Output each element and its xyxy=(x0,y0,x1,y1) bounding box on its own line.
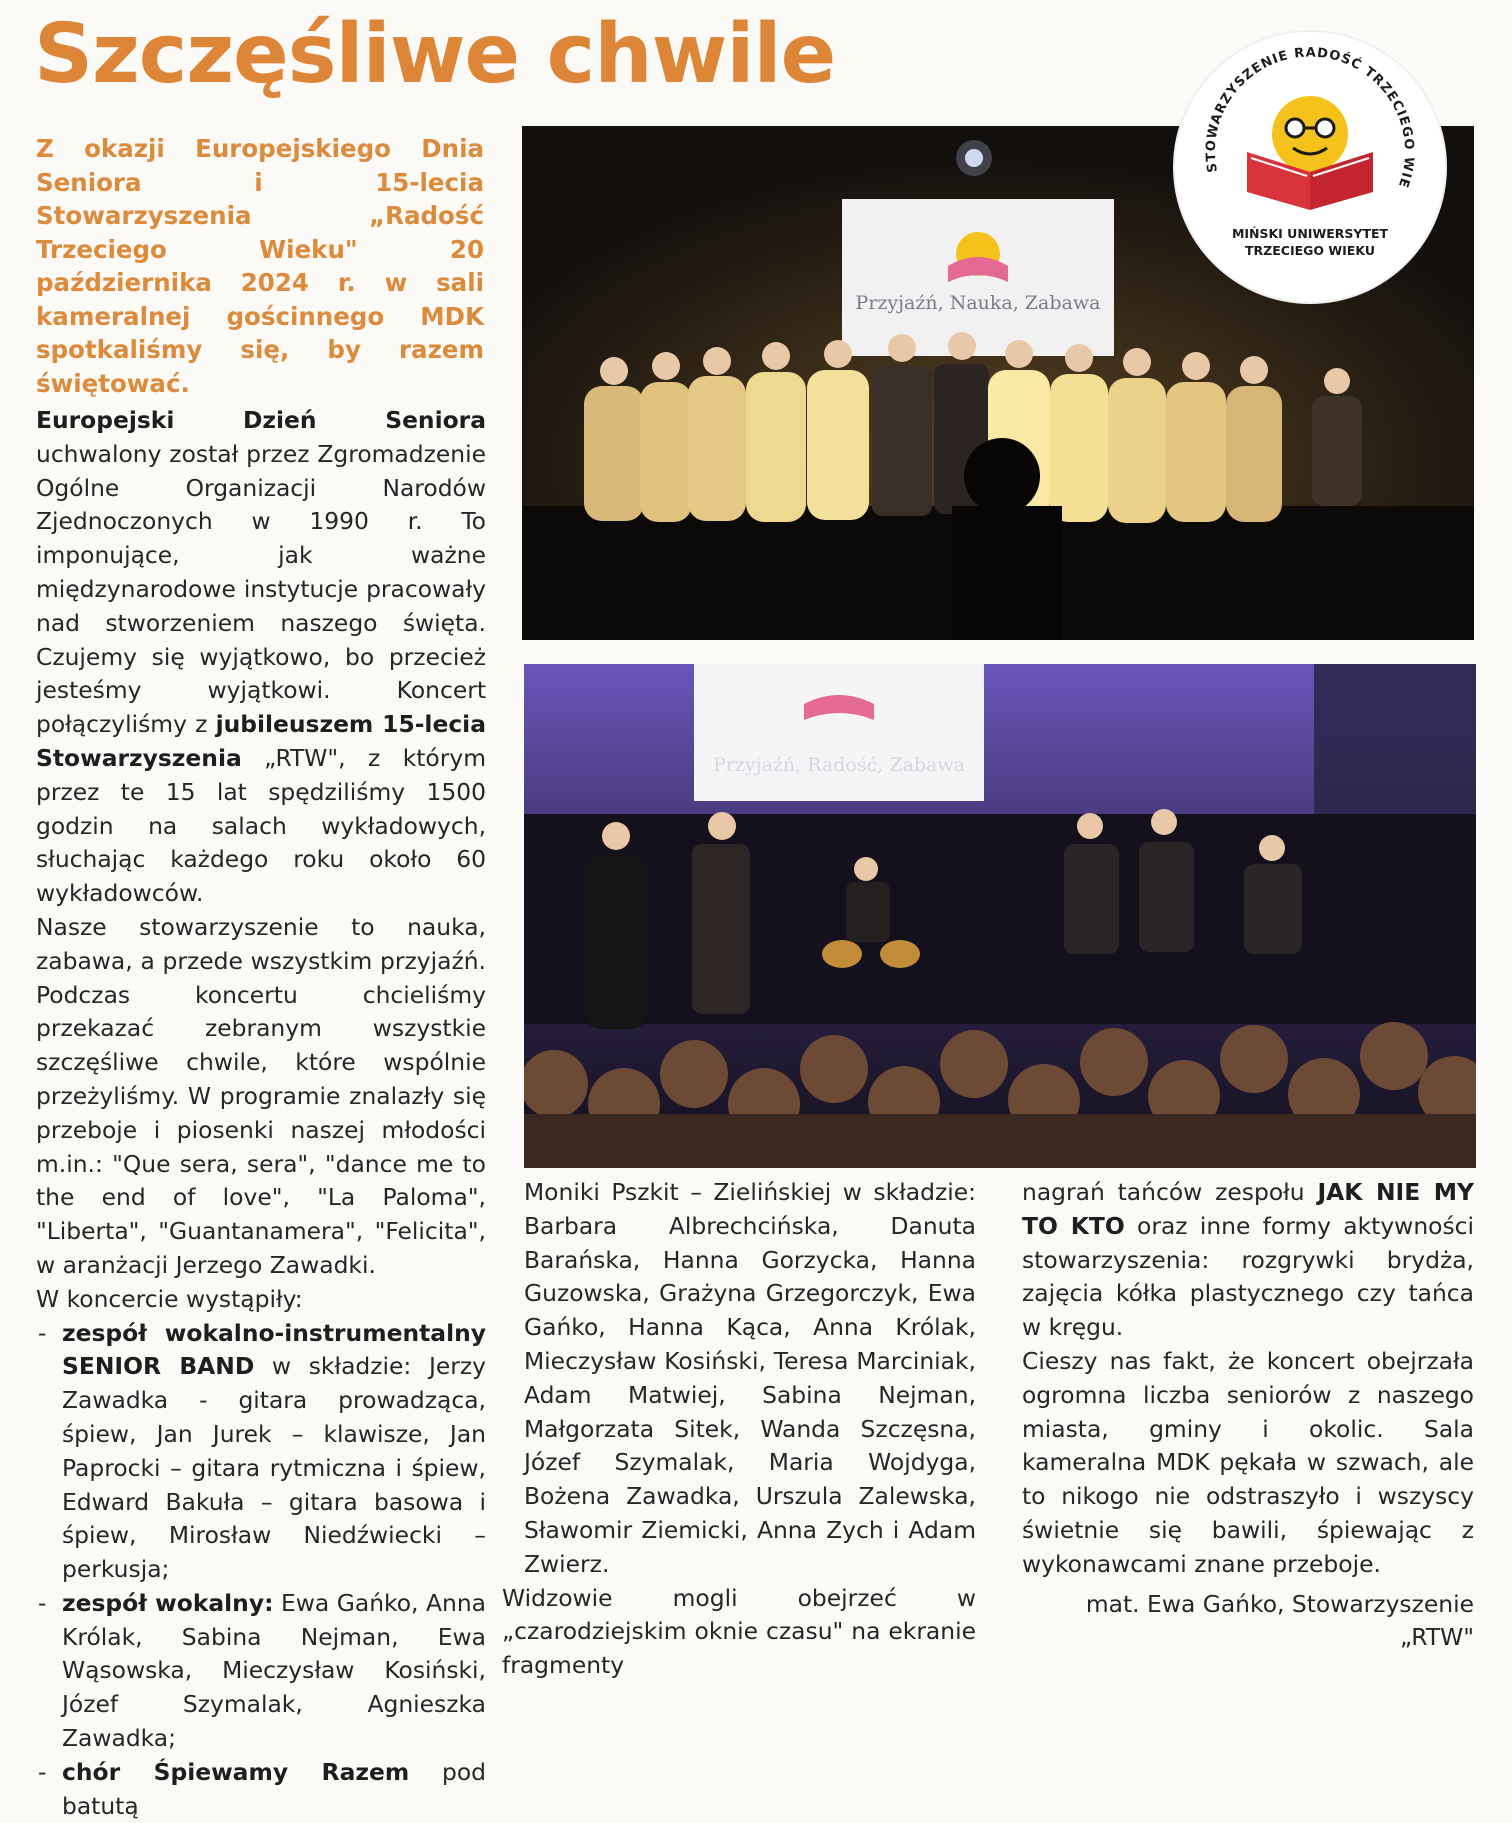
bold-phrase: JAK NIE MY TO KTO xyxy=(1022,1178,1474,1240)
paragraph xyxy=(36,404,486,911)
bold-phrase: jubileuszem 15-lecia Stowarzyszenia xyxy=(36,710,486,772)
bold-phrase: zespół wokalny: xyxy=(62,1588,274,1617)
band-photo-illustration xyxy=(524,664,1476,1168)
bold-phrase: chór Śpiewamy Razem xyxy=(62,1757,410,1786)
text-run: uchwalony został przez Zgromadzenie Ogólne Organizacji Narodów Zjednoczonych w 1990 r. To imponujące, jak ważne międzynarodowe instytucje pracowały nad stworzeniem naszego święta. Czujemy się wyjątkowo, bo przecież jesteśmy wyjątkowi. Koncert połączyliśmy z xyxy=(36,439,486,739)
list-item xyxy=(36,1587,486,1756)
text-column-1 xyxy=(36,404,486,1823)
text-column-2 xyxy=(502,1176,976,1683)
article-lead: Z okazji Europejskiego Dnia Seniora i 15-lecia Stowarzyszenia „Radość Trzeciego Wieku" 20 października 2024 r. w sali kameralnej gościnnego MDK spotkaliśmy się, by razem świętować. xyxy=(36,134,484,398)
text-run: w składzie: Jerzy Zawadka - gitara prowadząca, śpiew, Jan Jurek – klawisze, Jan Paprocki – gitara rytmiczna i śpiew, Edward Bakuła – gitara basowa i śpiew, Mirosław Niedźwiecki – perkusja; xyxy=(62,1352,486,1584)
projection-screen-caption: Przyjaźń, Nauka, Zabawa xyxy=(855,292,1101,314)
band-photo xyxy=(524,664,1476,1168)
logo-line-1: MIŃSKI UNIWERSYTET xyxy=(1231,226,1389,241)
text-run: oraz inne formy aktywności stowarzyszenia: rozgrywki brydża, zajęcia kółka plastycznego czy tańca w kręgu. xyxy=(1022,1211,1474,1342)
article-title: Szczęśliwe chwile xyxy=(34,7,836,102)
bold-phrase: zespół wokalno-instrumentalny SENIOR BAND xyxy=(62,1318,486,1381)
text-run: Ewa Gańko, Anna Królak, Sabina Nejman, Ewa Wąsowska, Mieczysław Kosiński, Józef Szymalak, Agnieszka Zawadka; xyxy=(62,1588,487,1753)
logo-graphic xyxy=(1175,32,1445,302)
paragraph: Moniki Pszkit – Zielińskiej w składzie: Barbara Albrechcińska, Danuta Barańska, Hanna Gorzycka, Hanna Guzowska, Grażyna Grzegorczyk, Ewa Gańko, Hanna Kąca, Anna Królak, Mieczysław Kosiński, Teresa Marciniak, Adam Matwiej, Sabina Nejman, Małgorzata Sitek, Wanda Szczęsna, Józef Szymalak, Maria Wojdyga, Bożena Zawadka, Urszula Zalewska, Sławomir Ziemicki, Anna Zych i Adam Zwierz. xyxy=(524,1178,976,1578)
text-column-3 xyxy=(1022,1176,1474,1655)
text-run: nagrań tańców zespołu xyxy=(1022,1178,1318,1206)
list-item xyxy=(36,1317,486,1587)
paragraph: Nasze stowarzyszenie to nauka, zabawa, a przede wszystkim przyjaźń. Podczas koncertu chcieliśmy przekazać zebranym wszystkie szczęśliwe chwile, które wspólnie przeżyliśmy. W programie znalazły się przeboje i piosenki naszej młodości m.in.: "Que sera, sera", "dance me to the end of love", "La Paloma", "Liberta", "Guantanamera", "Felicita", w aranżacji Jerzego Zawadki. xyxy=(36,912,486,1279)
paragraph: Cieszy nas fakt, że koncert obejrzała ogromna liczba seniorów z naszego miasta, gminy i okolic. Sala kameralna MDK pękała w szwach, ale to nikogo nie odstraszyło i wszyscy świetnie się bawili, śpiewając z wykonawcami znane przeboje. xyxy=(1022,1346,1474,1578)
paragraph: Widzowie mogli obejrzeć w „czarodziejskim oknie czasu" na ekranie fragmenty xyxy=(502,1583,976,1680)
paragraph: W koncercie wystąpiły: xyxy=(36,1284,303,1313)
text-run: pod batutą xyxy=(62,1757,486,1820)
text-run: „RTW", z którym przez te 15 lat spędziliśmy 1500 godzin na salach wykładowych, słuchając każdego roku około 60 wykładowców. xyxy=(36,743,486,908)
paragraph xyxy=(1022,1176,1474,1345)
projection-screen-caption: Przyjaźń, Radość, Zabawa xyxy=(713,754,965,776)
smiley-sun-icon xyxy=(1272,96,1348,172)
author-signature: mat. Ewa Gańko, Stowarzyszenie „RTW" xyxy=(1085,1589,1474,1652)
association-logo xyxy=(1175,32,1445,302)
performers-list xyxy=(36,1317,486,1823)
list-item xyxy=(36,1756,486,1823)
logo-arc-text: STOWARZYSZENIE RADOŚĆ TRZECIEGO WIE xyxy=(1203,45,1417,191)
bold-phrase: Europejski Dzień Seniora xyxy=(36,406,486,434)
logo-line-2: TRZECIEGO WIEKU xyxy=(1245,243,1375,258)
